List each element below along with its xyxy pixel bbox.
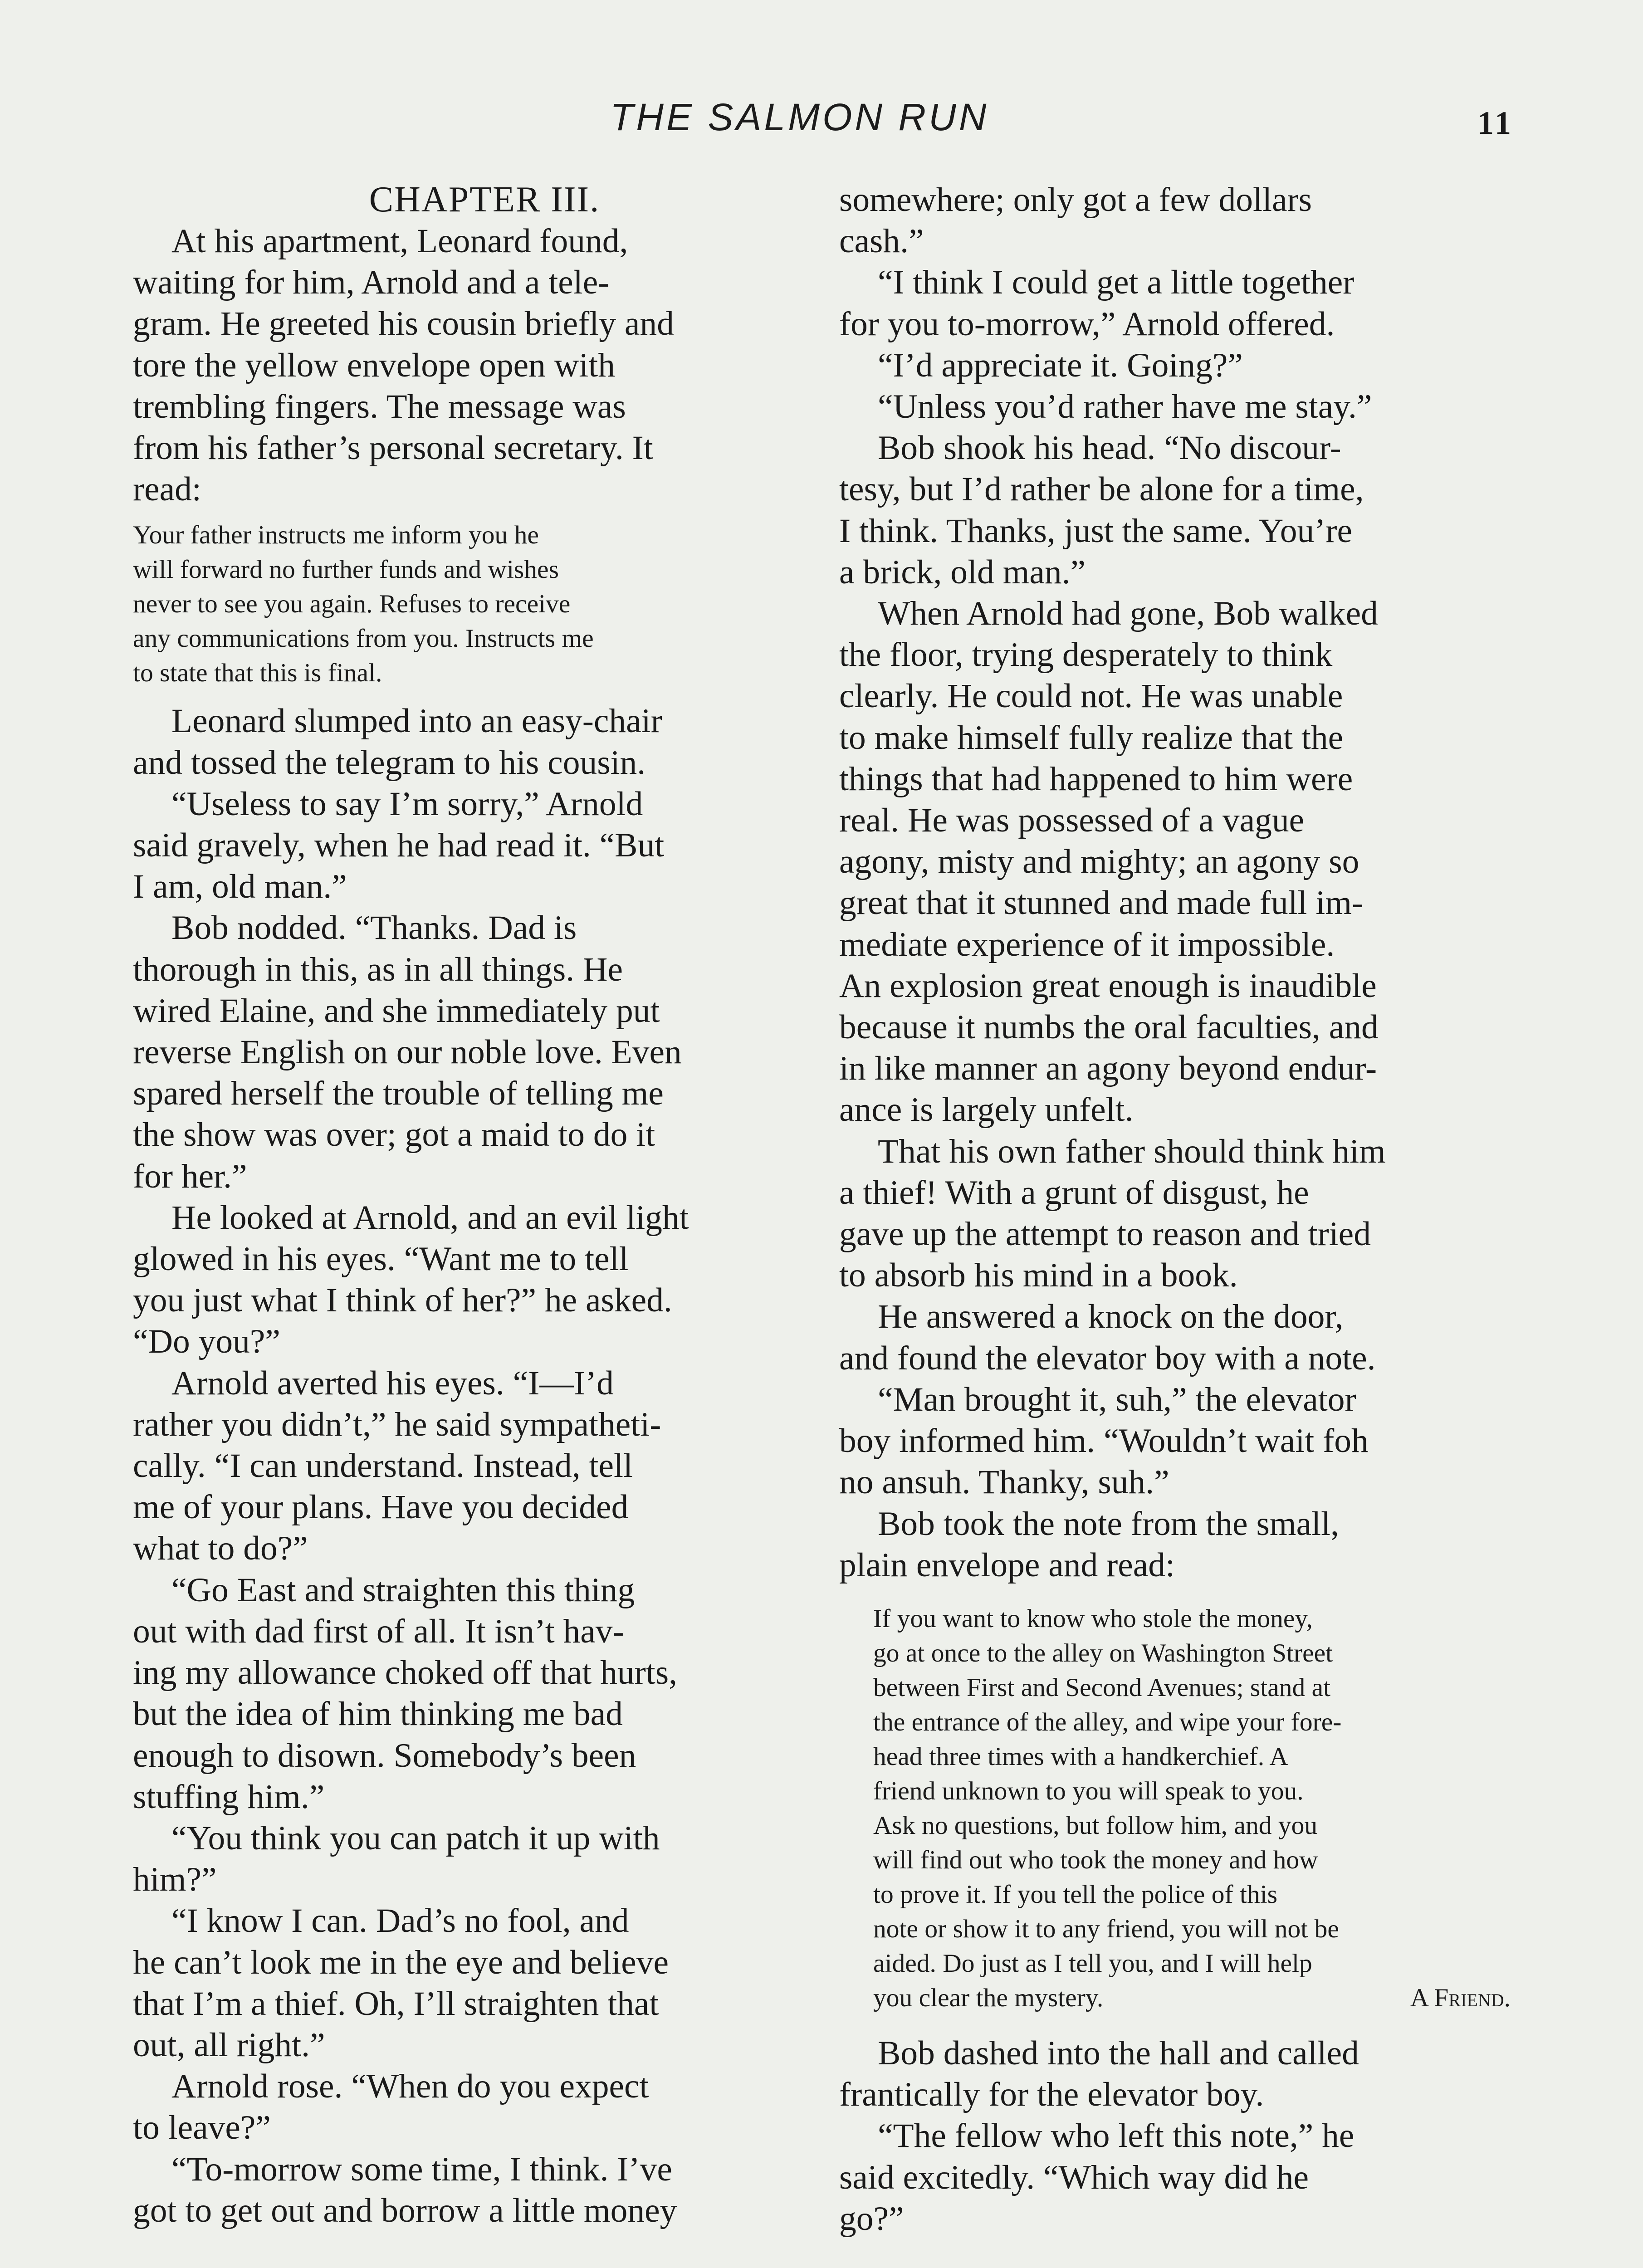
paragraph: Bob took the note from the small, plain envelope and read: [839,1505,1340,1584]
paragraph: “I think I could get a little together for you to-morrow,” Arnold offered. [839,264,1354,343]
paragraph: “Useless to say I’m sorry,” Arnold said gravely, when he had read it. “But I am, old man.” [133,785,665,906]
paragraph: Leonard slumped into an easy-chair and tossed the telegram to his cousin. [133,702,662,782]
paragraph: “The fellow who left this note,” he said excitedly. “Which way did he go?” [839,2117,1354,2238]
paragraph: That his own father should think him a thief! With a grunt of disgust, he gave up the attempt to reason and tried to absorb his mind in a book. [839,1132,1386,1295]
paragraph: “I’d appreciate it. Going?” [878,346,1243,384]
paragraph: “I know I can. Dad’s no fool, and he can’t look me in the eye and believe that I’m a thief. Oh, I’ll straighten that out, all right.” [133,1902,669,2064]
paragraph: “Unless you’d rather have me stay.” [878,388,1372,426]
paragraph: When Arnold had gone, Bob walked the floor, trying desperately to think clearly. He could not. He was unable to make himself fully realize that the things that had happened to him were real. He was possessed of a vague agony, misty and mighty; an agony so great that it stunned and made full im- mediate experience of it impossible. An explosion great enough is inaudible because it numbs the oral faculties, and in like manner an agony beyond endur- ance is largely unfelt. [839,595,1379,1129]
running-title: THE SALMON RUN [610,96,989,138]
paragraph: He answered a knock on the door, and found the elevator boy with a note. [839,1298,1376,1377]
note-signature: A Friend. [1410,1983,1511,2012]
paragraph: Arnold averted his eyes. “I—I’d rather you didn’t,” he said sympatheti- cally. “I can understand. Instead, tell me of your plans. Have you decided what to do?” [133,1364,661,1568]
paragraph: Bob nodded. “Thanks. Dad is thorough in this, as in all things. He wired Elaine, and she immediately put reverse English on our noble love. Even spared herself the trouble of telling me the show was over; got a maid to do it for her.” [133,909,682,1195]
paragraph: Bob dashed into the hall and called frantically for the elevator boy. [839,2034,1359,2114]
paragraph: Bob shook his head. “No discour- tesy, but I’d rather be alone for a time, I think. Thanks, just the same. You’re a brick, old man.” [839,429,1364,591]
paragraph: “Go East and straighten this thing out with dad first of all. It isn’t hav- ing my allowance choked off that hurts, but the idea of him thinking me bad enough to disown. Somebody’s been stuffing him.” [133,1571,678,1816]
left-column [133,179,804,2231]
page-number: 11 [1477,105,1514,141]
paragraph: He looked at Arnold, and an evil light glowed in his eyes. “Want me to tell you just what I think of her?” he asked. “Do you?” [133,1198,689,1361]
paragraph: “You think you can patch it up with him?” [133,1819,660,1899]
right-column [839,179,1511,2239]
paragraph: somewhere; only got a few dollars cash.” [839,181,1312,260]
chapter-title: CHAPTER III. [369,180,600,220]
paragraph: “To-morrow some time, I think. I’ve got to get out and borrow a little money [133,2150,677,2229]
paragraph: “Man brought it, suh,” the elevator boy informed him. “Wouldn’t wait foh no ansuh. Thanky, suh.” [839,1380,1369,1501]
telegram-text: Your father instructs me inform you he will forward no further funds and wishes never to see you again. Refuses to receive any communications from you. Instructs me to state that this is final. [133,521,594,688]
paragraph: At his apartment, Leonard found, waiting for him, Arnold and a tele- gram. He greeted his cousin briefly and tore the yellow envelope open with trembling fingers. The message was from his father’s personal secretary. It read: [133,222,674,508]
paragraph: Arnold rose. “When do you expect to leave?” [133,2068,649,2147]
note-text: If you want to know who stole the money, go at once to the alley on Washington Street between First and Second Avenues; stand at the entrance of the alley, and wipe your fore- head three times with a handkerchief. A friend unknown to you will speak to you. Ask no questions, but follow him, and you will find out who took the money and how to prove it. If you tell the police of this note or show it to any friend, you will not be aided. Do just as I tell you, and I will help you clear the mystery. [873,1604,1342,2012]
anonymous-note [839,1602,1511,2015]
